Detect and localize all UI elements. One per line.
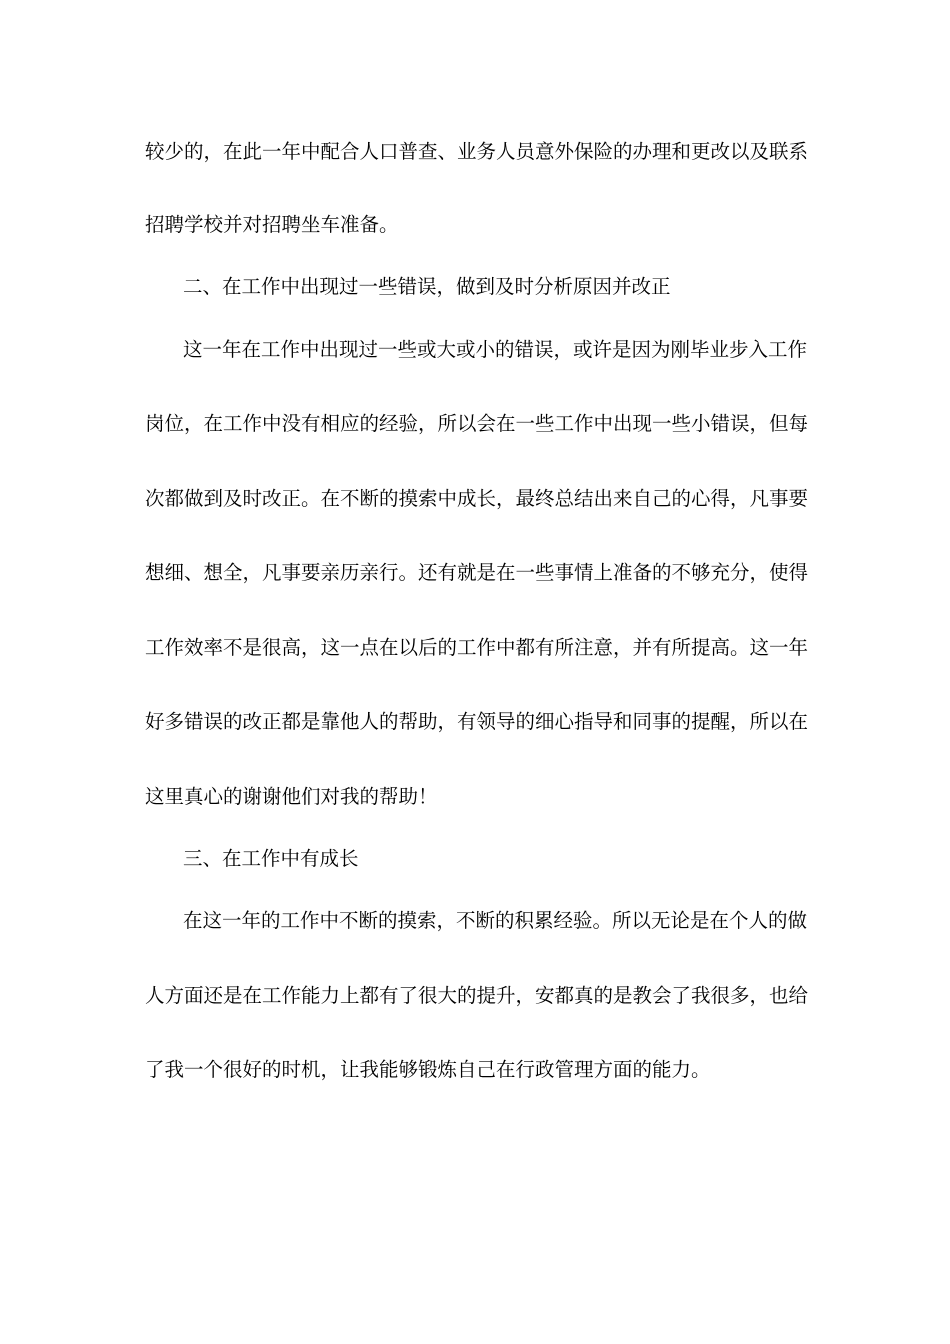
paragraph-line: 想细、想全，凡事要亲历亲行。还有就是在一些事情上准备的不够充分，使得 — [145, 561, 809, 584]
section-heading: 三、在工作中有成长 — [183, 847, 359, 870]
paragraph-line: 在这一年的工作中不断的摸索，不断的积累经验。所以无论是在个人的做 — [183, 909, 808, 932]
paragraph-line: 这一年在工作中出现过一些或大或小的错误，或许是因为刚毕业步入工作 — [183, 338, 808, 361]
paragraph-line: 次都做到及时改正。在不断的摸索中成长，最终总结出来自己的心得，凡事要 — [145, 487, 809, 510]
paragraph-line: 岗位，在工作中没有相应的经验，所以会在一些工作中出现一些小错误，但每 — [145, 412, 809, 435]
section-heading: 二、在工作中出现过一些错误，做到及时分析原因并改正 — [183, 275, 671, 298]
paragraph-line: 工作效率不是很高，这一点在以后的工作中都有所注意，并有所提高。这一年 — [145, 636, 809, 659]
paragraph-line: 人方面还是在工作能力上都有了很大的提升，安都真的是教会了我很多，也给 — [145, 984, 809, 1007]
paragraph-line: 较少的，在此一年中配合人口普查、业务人员意外保险的办理和更改以及联系 — [145, 140, 809, 163]
paragraph-line: 了我一个很好的时机，让我能够锻炼自己在行政管理方面的能力。 — [145, 1058, 711, 1081]
paragraph-line: 好多错误的改正都是靠他人的帮助，有领导的细心指导和同事的提醒，所以在 — [145, 710, 809, 733]
paragraph-line: 这里真心的谢谢他们对我的帮助！ — [145, 785, 438, 808]
paragraph-line: 招聘学校并对招聘坐车准备。 — [145, 213, 399, 236]
